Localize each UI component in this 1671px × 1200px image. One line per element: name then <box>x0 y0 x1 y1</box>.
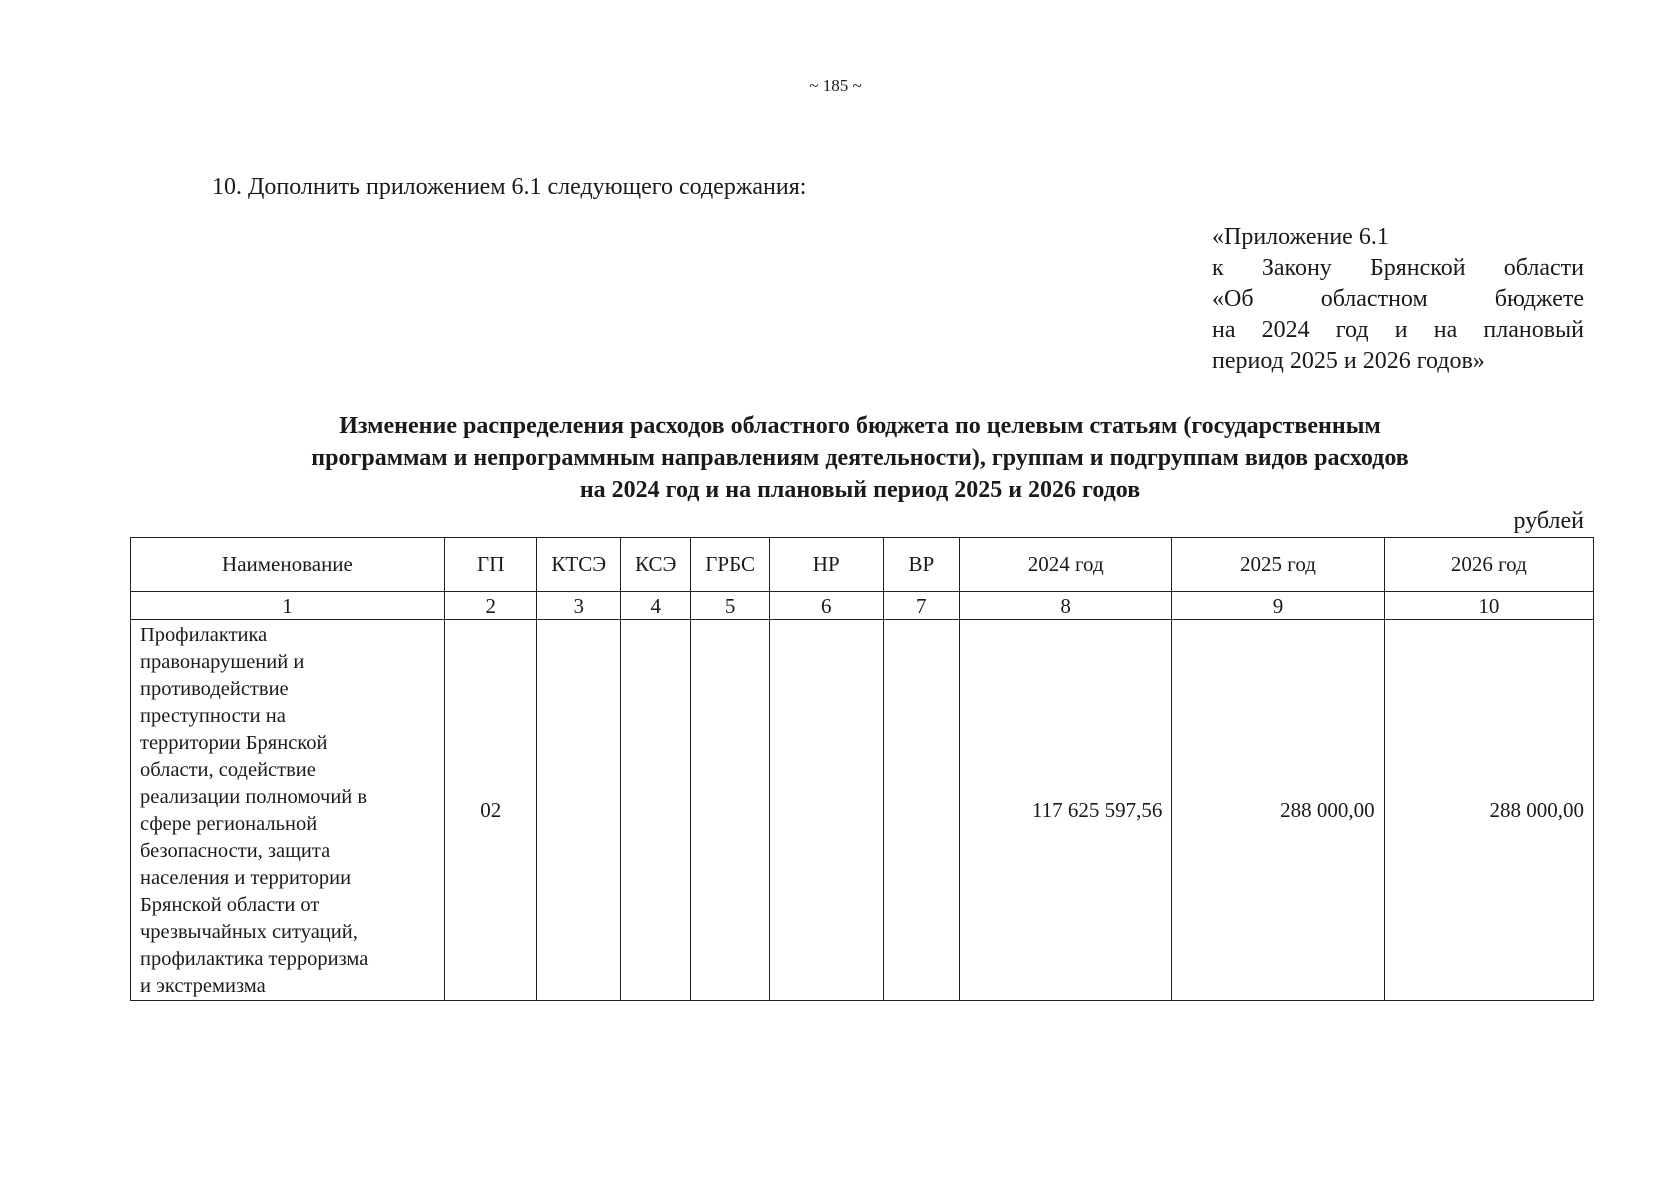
gp-cell: 02 <box>444 620 537 1001</box>
row-name-line: правонарушений и <box>140 651 305 673</box>
intro-paragraph: 10. Дополнить приложением 6.1 следующего содержания: <box>212 174 807 200</box>
column-number: 10 <box>1384 592 1593 620</box>
row-name-line: и экстремизма <box>140 975 266 997</box>
amount-2025-cell: 288 000,00 <box>1172 620 1384 1001</box>
column-header-2024: 2024 год <box>960 538 1172 592</box>
row-name-line: безопасности, защита <box>140 840 331 862</box>
title-line: программам и непрограммным направлениям деятельности), группам и подгруппам видов расходов <box>311 445 1409 471</box>
grbs-cell <box>691 620 769 1001</box>
annex-note <box>1212 222 1584 377</box>
page-number: ~ 185 ~ <box>809 76 862 95</box>
amount-2026-cell: 288 000,00 <box>1384 620 1593 1001</box>
annex-note-line: «Приложение 6.1 <box>1212 224 1389 250</box>
row-name-line: Профилактика <box>140 624 268 646</box>
annex-note-line: период 2025 и 2026 годов» <box>1212 348 1485 374</box>
vr-cell <box>883 620 959 1001</box>
column-header-kse: КСЭ <box>620 538 690 592</box>
row-name-line: реализации полномочий в <box>140 786 368 808</box>
unit-label: рублей <box>1513 508 1584 534</box>
title-line: Изменение распределения расходов областного бюджета по целевым статьям (государственным <box>339 413 1381 439</box>
column-number: 3 <box>537 592 621 620</box>
column-header-nr: НР <box>769 538 883 592</box>
column-number: 4 <box>620 592 690 620</box>
column-number: 7 <box>883 592 959 620</box>
nr-cell <box>769 620 883 1001</box>
column-number: 6 <box>769 592 883 620</box>
row-name-line: области, содействие <box>140 759 316 781</box>
budget-table <box>130 537 1594 1001</box>
amount-2024-cell: 117 625 597,56 <box>960 620 1172 1001</box>
column-header-gp: ГП <box>444 538 537 592</box>
table-row <box>131 620 1594 1001</box>
annex-note-line: к Закону Брянской области <box>1212 255 1584 281</box>
annex-note-line: на 2024 год и на плановый <box>1212 317 1584 343</box>
row-name-line: сфере региональной <box>140 813 318 835</box>
title-line: на 2024 год и на плановый период 2025 и 2026 годов <box>579 477 1141 503</box>
row-name-line: чрезвычайных ситуаций, <box>140 921 358 943</box>
column-number-row <box>131 592 1594 620</box>
column-number: 2 <box>444 592 537 620</box>
row-name-line: территории Брянской <box>140 732 328 754</box>
column-header-ktse: КТСЭ <box>537 538 621 592</box>
row-name-line: населения и территории <box>140 867 352 889</box>
row-name-line: Брянской области от <box>140 894 320 916</box>
column-number: 8 <box>960 592 1172 620</box>
row-name-line: профилактика терроризма <box>140 948 369 970</box>
kse-cell <box>620 620 690 1001</box>
column-number: 5 <box>691 592 769 620</box>
row-name-cell <box>131 620 445 1001</box>
column-number: 1 <box>131 592 445 620</box>
table-header-row <box>131 538 1594 592</box>
row-name-line: преступности на <box>140 705 286 727</box>
column-number: 9 <box>1172 592 1384 620</box>
column-header-2025: 2025 год <box>1172 538 1384 592</box>
ktse-cell <box>537 620 621 1001</box>
column-header-grbs: ГРБС <box>691 538 769 592</box>
document-title <box>130 410 1590 506</box>
column-header-vr: ВР <box>883 538 959 592</box>
annex-note-line: «Об областном бюджете <box>1212 286 1584 312</box>
row-name-line: противодействие <box>140 678 289 700</box>
column-header-2026: 2026 год <box>1384 538 1593 592</box>
column-header-name: Наименование <box>131 538 445 592</box>
